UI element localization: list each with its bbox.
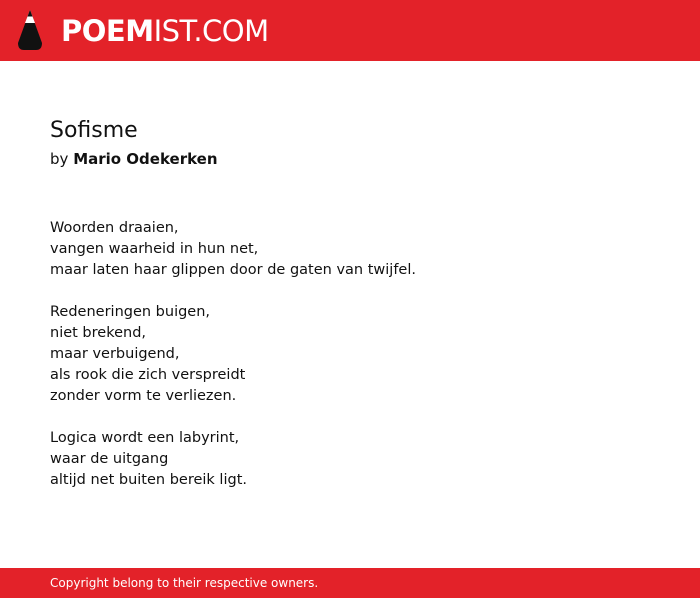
poem-line: niet brekend,: [50, 325, 147, 341]
stanza: [50, 218, 670, 281]
poem-line: vangen waarheid in hun net,: [50, 241, 259, 257]
poem-line: maar verbuigend,: [50, 346, 180, 362]
poem-line: als rook die zich verspreidt: [50, 367, 246, 383]
by-label: by: [50, 150, 69, 168]
logo-bold-text: POEM: [61, 14, 154, 48]
poem-title: Sofisme: [50, 118, 138, 143]
site-header: [0, 0, 700, 61]
pencil-tip-icon[interactable]: [17, 9, 43, 51]
poem-line: Redeneringen buigen,: [50, 304, 211, 320]
copyright-text: Copyright belong to their respective owners.: [50, 576, 319, 590]
poem-line: maar laten haar glippen door de gaten van twijfel.: [50, 262, 416, 278]
poem-line: waar de uitgang: [50, 451, 169, 467]
poem-line: zonder vorm te verliezen.: [50, 388, 237, 404]
author-name: Mario Odekerken: [73, 150, 218, 168]
poem-line: Logica wordt een labyrint,: [50, 430, 240, 446]
poem-body: [50, 218, 670, 512]
poem-line: altijd net buiten bereik ligt.: [50, 472, 247, 488]
poem-line: Woorden draaien,: [50, 220, 179, 236]
stanza: [50, 302, 670, 407]
byline: [50, 148, 218, 170]
logo-light-text: IST.COM: [153, 14, 269, 48]
stanza: [50, 428, 670, 491]
site-footer: [0, 568, 700, 598]
site-logo[interactable]: [61, 11, 269, 51]
